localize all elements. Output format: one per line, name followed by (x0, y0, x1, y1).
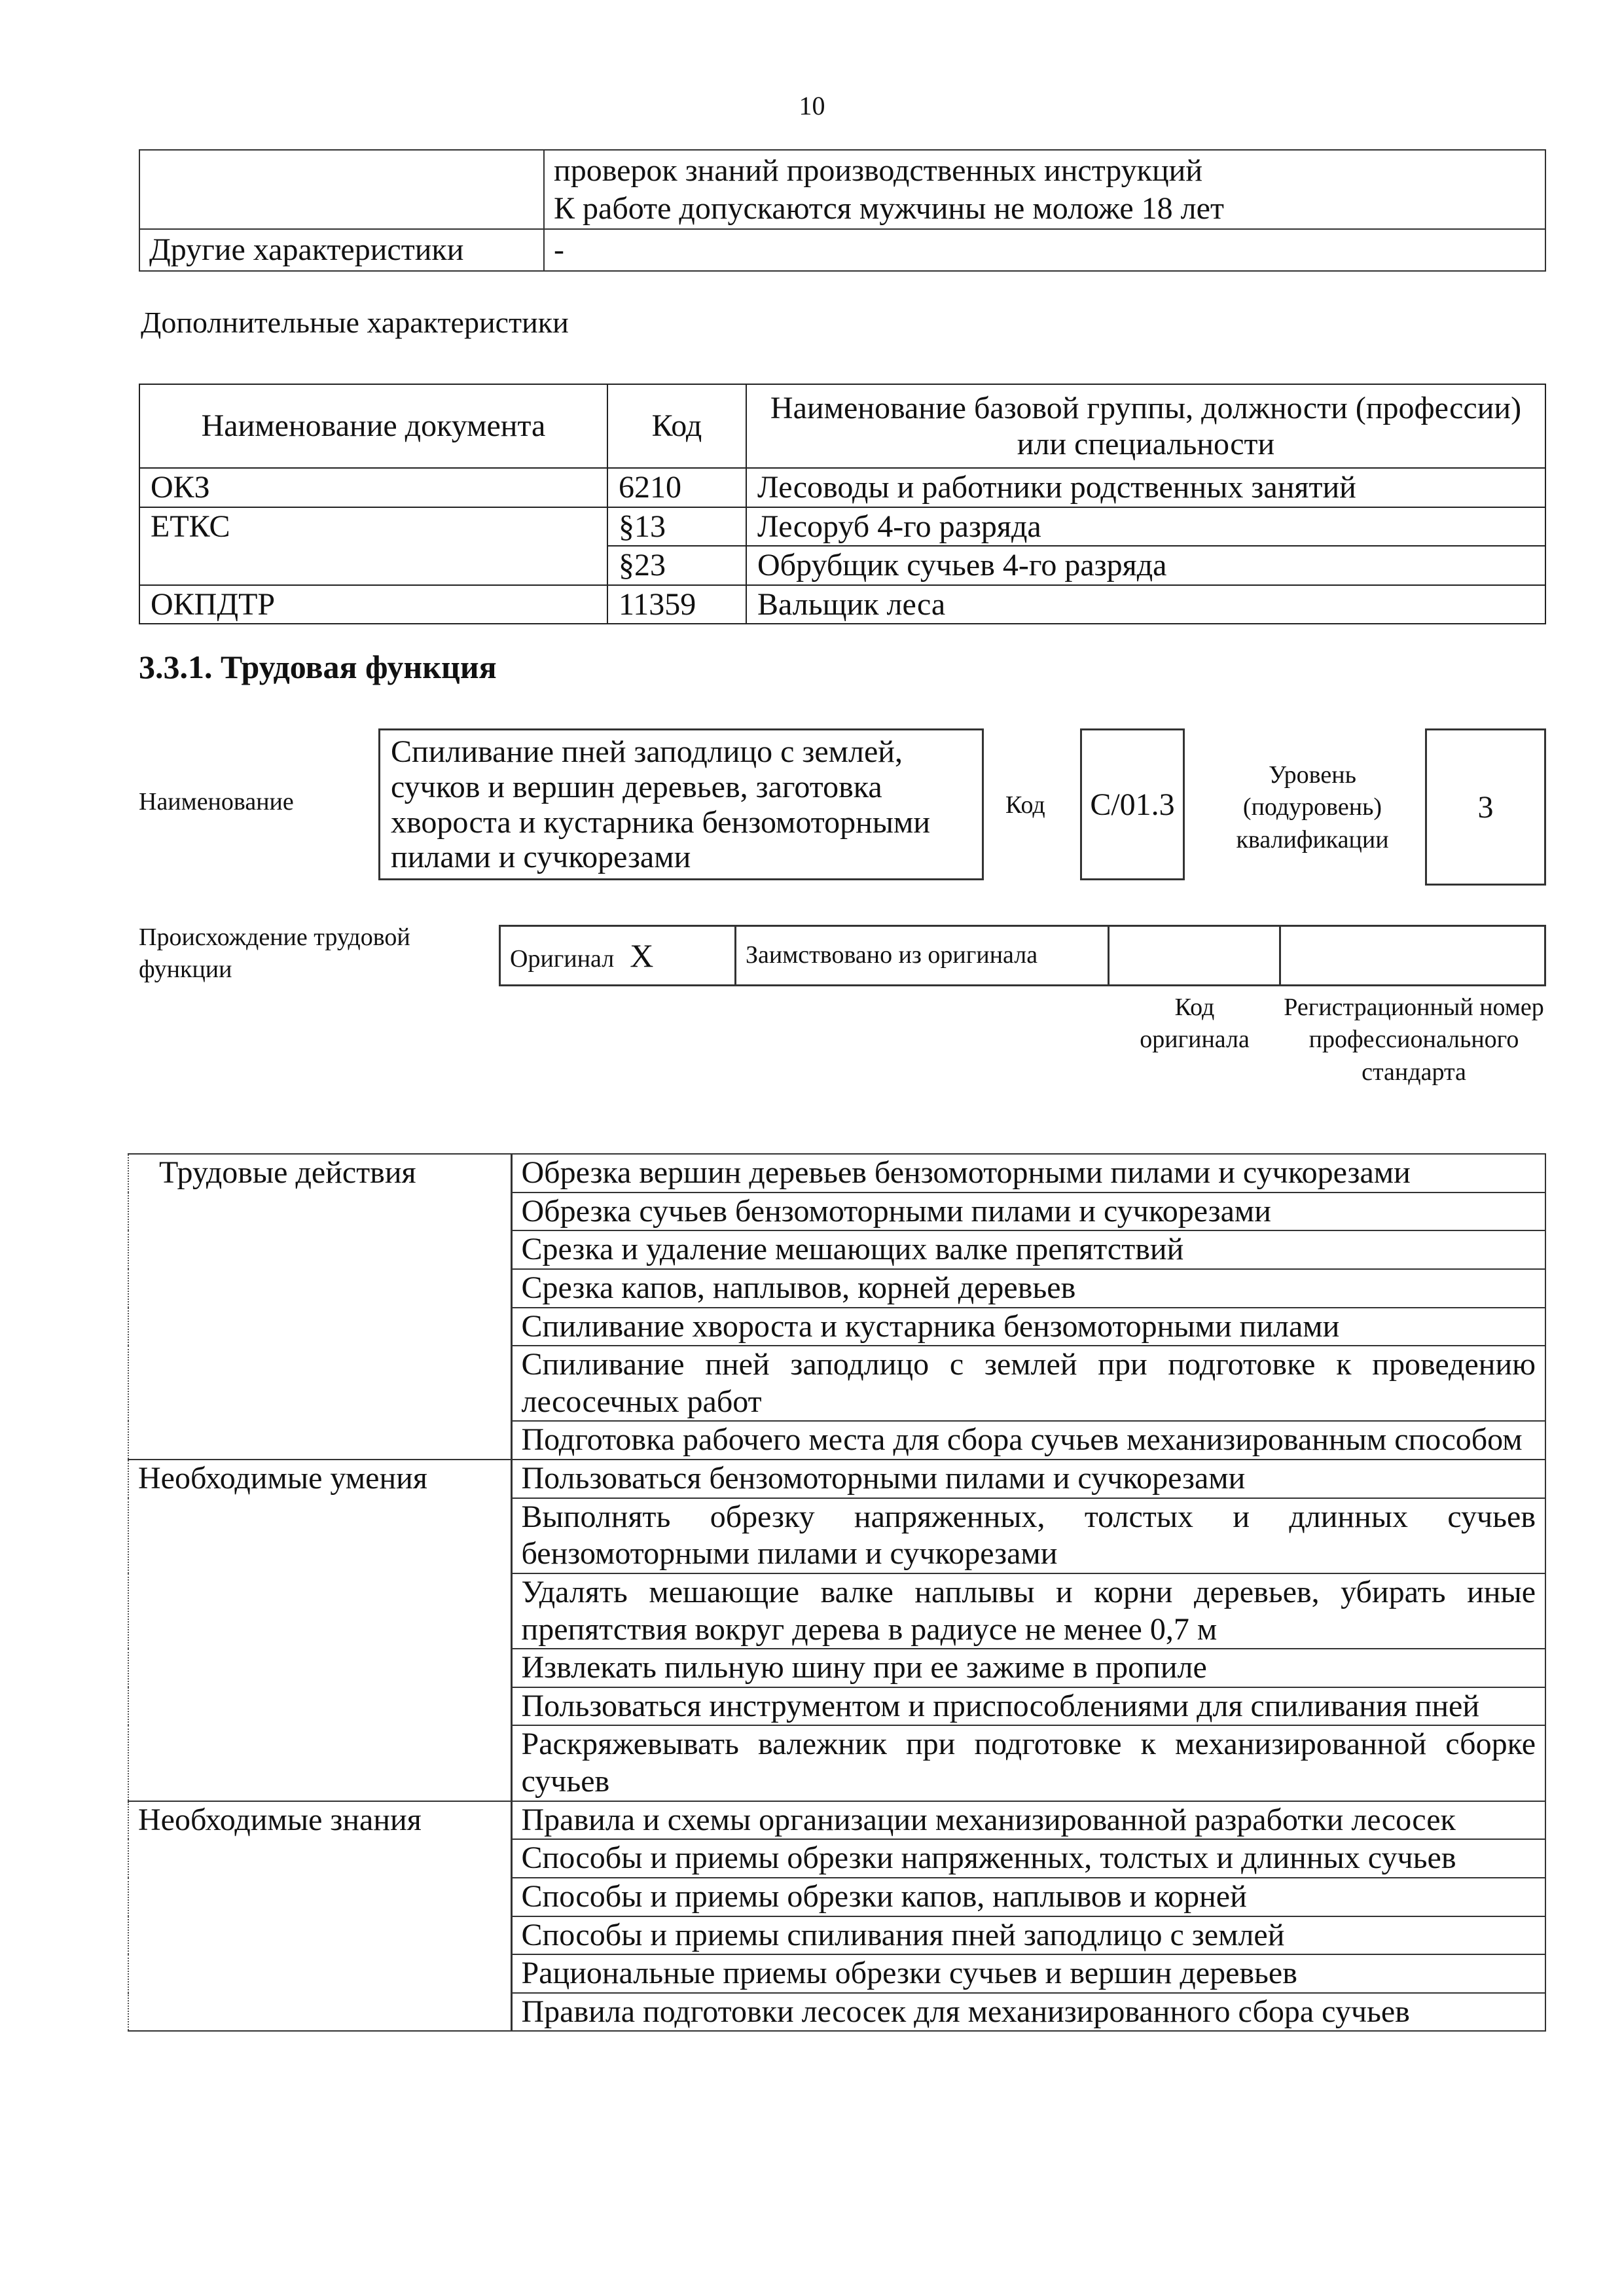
row-value: - (544, 229, 1545, 271)
original-label: Оригинал (510, 945, 615, 973)
name-cell: Вальщик леса (746, 585, 1545, 624)
function-code-box: С/01.3 (1080, 728, 1185, 880)
original-mark: X (630, 937, 654, 974)
labor-function-table (128, 1153, 1546, 2032)
caption-reg-number: Регистрационный номер профессионального стандарта (1284, 994, 1544, 1086)
name-cell: Лесоводы и работники родственных занятий (746, 468, 1545, 507)
level-label: Уровень (подуровень) квалификации (1236, 761, 1389, 853)
list-item: Срезка и удаление мешающих валке препятствий (511, 1230, 1545, 1269)
code-cell: 6210 (607, 468, 746, 507)
table-header-row (139, 384, 1545, 468)
origin-label-line: Происхождение трудовой (139, 924, 410, 951)
extra-heading: Дополнительные характеристики (141, 306, 569, 339)
table-row (139, 468, 1545, 507)
top-table (139, 149, 1546, 272)
table-cell (544, 150, 1545, 229)
list-item: Способы и приемы обрезки капов, наплывов и корней (511, 1878, 1545, 1916)
list-item: Пользоваться инструментом и приспособлениями для спиливания пней (511, 1687, 1545, 1726)
code-cell: §23 (607, 546, 746, 585)
origin-label (139, 922, 410, 986)
level-box: 3 (1425, 728, 1546, 886)
table-row (139, 229, 1545, 271)
text-line: проверок знаний производственных инструкций (554, 153, 1203, 188)
code-cell: §13 (607, 507, 746, 547)
column-header: Наименование документа (139, 384, 607, 468)
name-cell: Обрубщик сучьев 4-го разряда (746, 546, 1545, 585)
page-number: 10 (799, 91, 825, 120)
extra-table (139, 384, 1546, 624)
name-cell: Лесоруб 4-го разряда (746, 507, 1545, 547)
list-item: Подготовка рабочего места для сбора сучьев механизированным способом (511, 1421, 1545, 1460)
table-row (500, 926, 1545, 986)
list-item: Спиливание хвороста и кустарника бензомоторными пилами (511, 1308, 1545, 1346)
list-item: Правила и схемы организации механизированной разработки лесосек (511, 1801, 1545, 1840)
list-item: Срезка капов, наплывов, корней деревьев (511, 1269, 1545, 1308)
origin-table (499, 925, 1546, 986)
list-item: Пользоваться бензомоторными пилами и сучкорезами (511, 1460, 1545, 1498)
column-header: Наименование базовой группы, должности (профессии) или специальности (746, 384, 1545, 468)
function-name-box: Спиливание пней заподлицо с землей, сучков и вершин деревьев, заготовка хвороста и кустарника бензомоторными пилами и сучкорезами (378, 728, 984, 880)
doc-cell: ЕТКС (139, 507, 607, 547)
list-item: Удалять мешающие валке наплывы и корни деревьев, убирать иные препятствия вокруг дерева в радиусе не менее 0,7 м (511, 1573, 1545, 1649)
table-row (139, 507, 1545, 547)
code-cell: 11359 (607, 585, 746, 624)
list-item: Способы и приемы обрезки напряженных, толстых и длинных сучьев (511, 1839, 1545, 1878)
table-row (139, 150, 1545, 229)
list-item: Обрезка вершин деревьев бензомоторными пилами и сучкорезами (511, 1154, 1545, 1193)
list-item: Рациональные приемы обрезки сучьев и вершин деревьев (511, 1954, 1545, 1993)
list-item: Спиливание пней заподлицо с землей при подготовке к проведению лесосечных работ (511, 1346, 1545, 1421)
name-label: Наименование (139, 788, 294, 816)
table-row (128, 1154, 1545, 1193)
origin-label-line: функции (139, 956, 232, 984)
row-label: Другие характеристики (139, 229, 544, 271)
table-cell (139, 150, 544, 229)
doc-cell: ОКПДТР (139, 585, 607, 624)
doc-cell (139, 546, 607, 585)
table-body (128, 1154, 1545, 2031)
origin-reg-cell (1280, 926, 1545, 986)
borrowed-cell: Заимствовано из оригинала (736, 926, 1109, 986)
text-line: К работе допускаются мужчины не моложе 18 лет (554, 190, 1224, 226)
section-title: 3.3.1. Трудовая функция (139, 649, 497, 685)
list-item: Раскряжевывать валежник при подготовке к механизированной сборке сучьев (511, 1725, 1545, 1801)
code-label: Код (1005, 791, 1045, 819)
original-cell (500, 926, 736, 986)
group-title: Трудовые действия (128, 1154, 511, 1460)
list-item: Обрезка сучьев бензомоторными пилами и сучкорезами (511, 1193, 1545, 1231)
list-item: Правила подготовки лесосек для механизированного сбора сучьев (511, 1993, 1545, 2032)
caption-original-code: Код оригинала (1140, 994, 1250, 1054)
table-row (128, 1801, 1545, 1840)
list-item: Выполнять обрезку напряженных, толстых и длинных сучьев бензомоторными пилами и сучкорезами (511, 1498, 1545, 1573)
list-item: Способы и приемы спиливания пней заподлицо с землей (511, 1916, 1545, 1955)
table-row (128, 1460, 1545, 1498)
table-row (139, 585, 1545, 624)
list-item: Извлекать пильную шину при ее зажиме в пропиле (511, 1649, 1545, 1687)
table-row (139, 546, 1545, 585)
origin-code-cell (1109, 926, 1280, 986)
group-title: Необходимые умения (128, 1460, 511, 1801)
column-header: Код (607, 384, 746, 468)
group-title: Необходимые знания (128, 1801, 511, 2032)
doc-cell: ОКЗ (139, 468, 607, 507)
